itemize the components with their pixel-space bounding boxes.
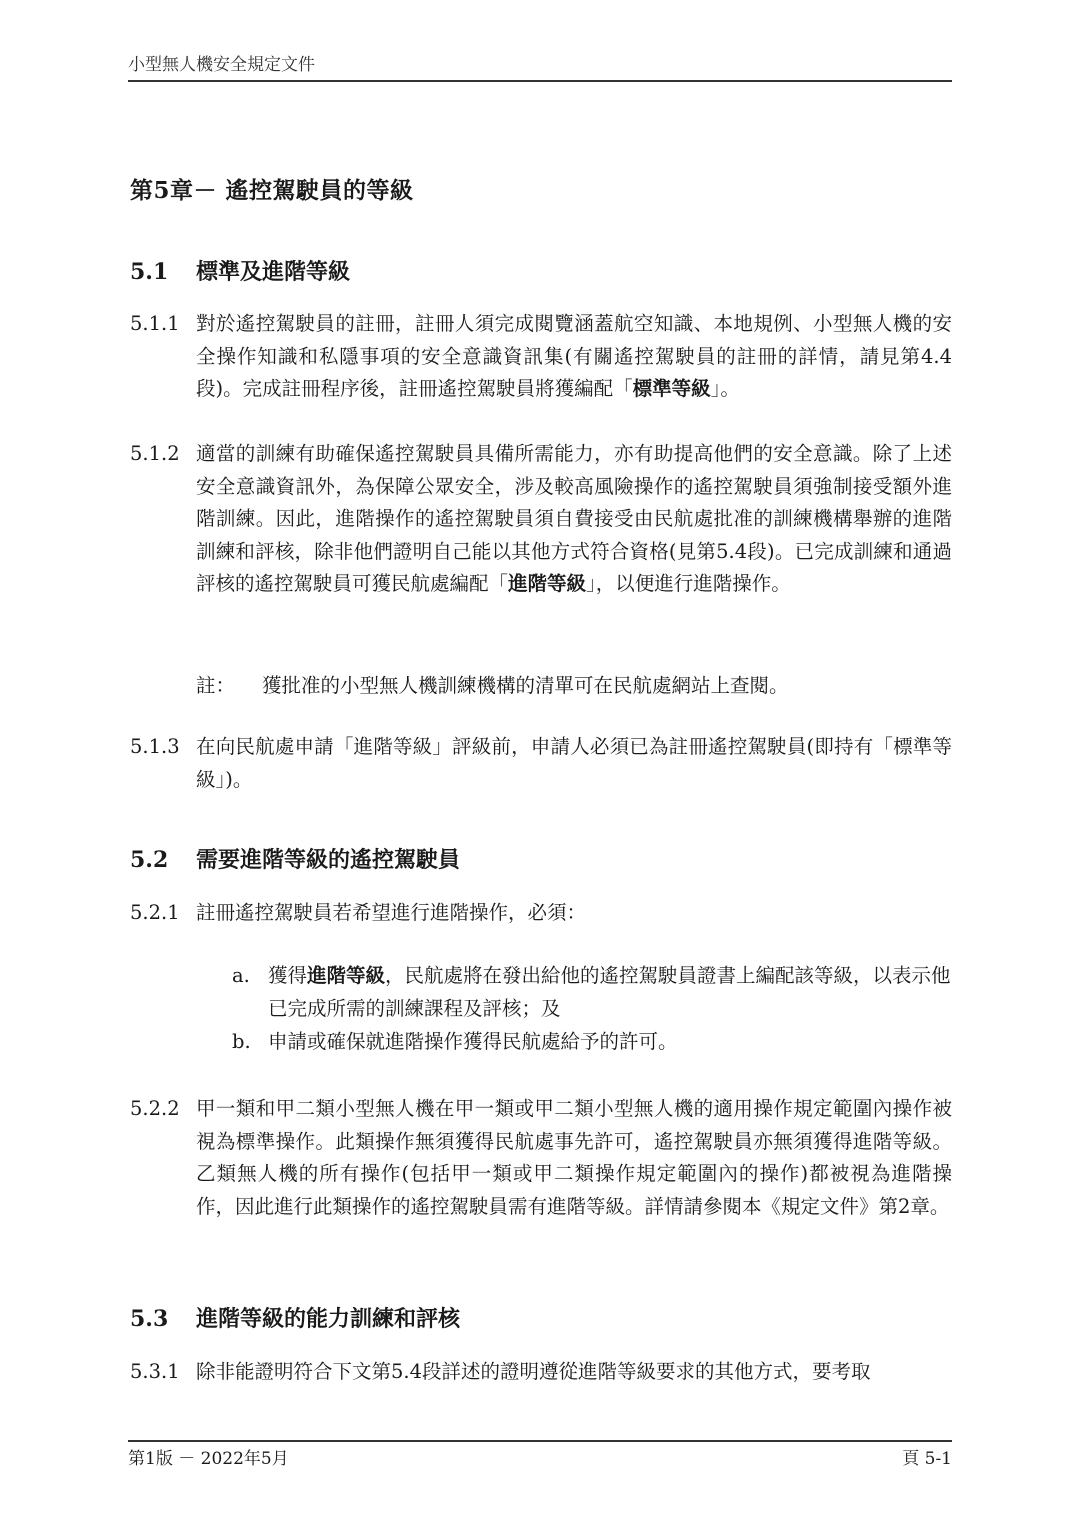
list-item — [232, 960, 952, 1025]
note-text: 獲批准的小型無人機訓練機構的清單可在民航處網站上查閱。 — [262, 674, 789, 697]
paragraph-5-1-2 — [130, 438, 952, 601]
paragraph-5-2-1 — [130, 897, 952, 930]
note — [196, 670, 789, 698]
paragraph-number: 5.1.3 — [130, 735, 180, 758]
paragraph-text: 甲一類和甲二類小型無人機在甲一類或甲二類小型無人機的適用操作規定範圍內操作被視為標準操作。此類操作無須獲得民航處事先許可，遙控駕駛員亦無須獲得進階等級。乙類無人機的所有操作(包括甲一類或甲二類操作規定範圍內的操作)都被視為進階操作，因此進行此類操作的遙控駕駛員需有進階等級。詳情請參閱本《規定文件》第2章。 — [196, 1097, 952, 1218]
paragraph-text: 除非能證明符合下文第5.4段詳述的證明遵從進階等級要求的其他方式，要考取 — [196, 1360, 871, 1383]
text-run: 適當的訓練有助確保遙控駕駛員具備所需能力，亦有助提高他們的安全意識。除了上述安全意識資訊外，為保障公眾安全，涉及較高風險操作的遙控駕駛員須強制接受額外進階訓練。因此，進階操作的遙控駕駛員須自費接受由民航處批准的訓練機構舉辦的進階訓練和評核，除非他們證明自己能以其他方式符合資格(見第5.4段)。已完成訓練和通過評核的遙控駕駛員可獲民航處編配「 — [196, 442, 952, 596]
header-divider — [128, 80, 952, 82]
section-5-2-heading — [130, 843, 460, 874]
section-title: 進階等級的能力訓練和評核 — [196, 1306, 461, 1332]
section-number: 5.1 — [130, 259, 169, 285]
paragraph-text: 在向民航處申請「進階等級」評級前，申請人必須已為註冊遙控駕駛員(即持有「標準等級」)。 — [196, 735, 952, 791]
text-run: 獲得 — [268, 964, 308, 987]
paragraph-number: 5.2.1 — [130, 901, 180, 924]
chapter-title: 第5章－ 遙控駕駛員的等級 — [130, 177, 414, 204]
list-text: 申請或確保就進階操作獲得民航處給予的許可。 — [268, 1030, 678, 1053]
section-number: 5.3 — [130, 1306, 169, 1332]
text-run: 」，以便進行進階操作。 — [586, 572, 791, 596]
section-title: 標準及進階等級 — [196, 259, 351, 285]
list-marker: b. — [232, 1030, 251, 1053]
bold-term: 進階等級 — [508, 572, 587, 596]
paragraph-5-2-2 — [130, 1093, 952, 1223]
paragraph-number: 5.1.2 — [130, 442, 180, 465]
bold-term: 進階等級 — [307, 964, 386, 987]
text-run: ，民航處將在發出給他的遙控駕駛員證書上編配該等級，以表示他已完成所需的訓練課程及評核；及 — [268, 964, 951, 1020]
list-item — [232, 1026, 952, 1059]
text-run: 對於遙控駕駛員的註冊，註冊人須完成閱覽涵蓋航空知識、本地規例、小型無人機的安全操作知識和私隱事項的安全意識資訊集(有關遙控駕駛員的註冊的詳情，請見第4.4段)。完成註冊程序後，註冊遙控駕駛員將獲編配「 — [196, 312, 952, 401]
footer-page-number: 頁 5-1 — [902, 1449, 952, 1469]
section-5-1-heading — [130, 255, 350, 286]
list-text — [268, 960, 952, 1025]
footer-divider — [128, 1440, 952, 1442]
paragraph-number: 5.2.2 — [130, 1097, 180, 1120]
paragraph-text — [196, 308, 952, 406]
section-5-3-heading — [130, 1302, 460, 1333]
list-marker: a. — [232, 964, 250, 987]
document-header-title: 小型無人機安全規定文件 — [128, 55, 315, 75]
note-label: 註： — [196, 674, 236, 697]
paragraph-text: 註冊遙控駕駛員若希望進行進階操作，必須： — [196, 901, 587, 924]
footer-edition: 第1版 － 2022年5月 — [128, 1449, 289, 1469]
paragraph-text — [196, 438, 952, 601]
paragraph-5-3-1 — [130, 1356, 952, 1389]
bold-term: 標準等級 — [632, 377, 711, 401]
text-run: 」。 — [710, 377, 740, 401]
paragraph-5-1-3 — [130, 731, 952, 796]
paragraph-number: 5.1.1 — [130, 312, 180, 335]
paragraph-number: 5.3.1 — [130, 1360, 180, 1383]
section-number: 5.2 — [130, 847, 169, 873]
section-title: 需要進階等級的遙控駕駛員 — [196, 847, 461, 873]
paragraph-5-1-1 — [130, 308, 952, 406]
